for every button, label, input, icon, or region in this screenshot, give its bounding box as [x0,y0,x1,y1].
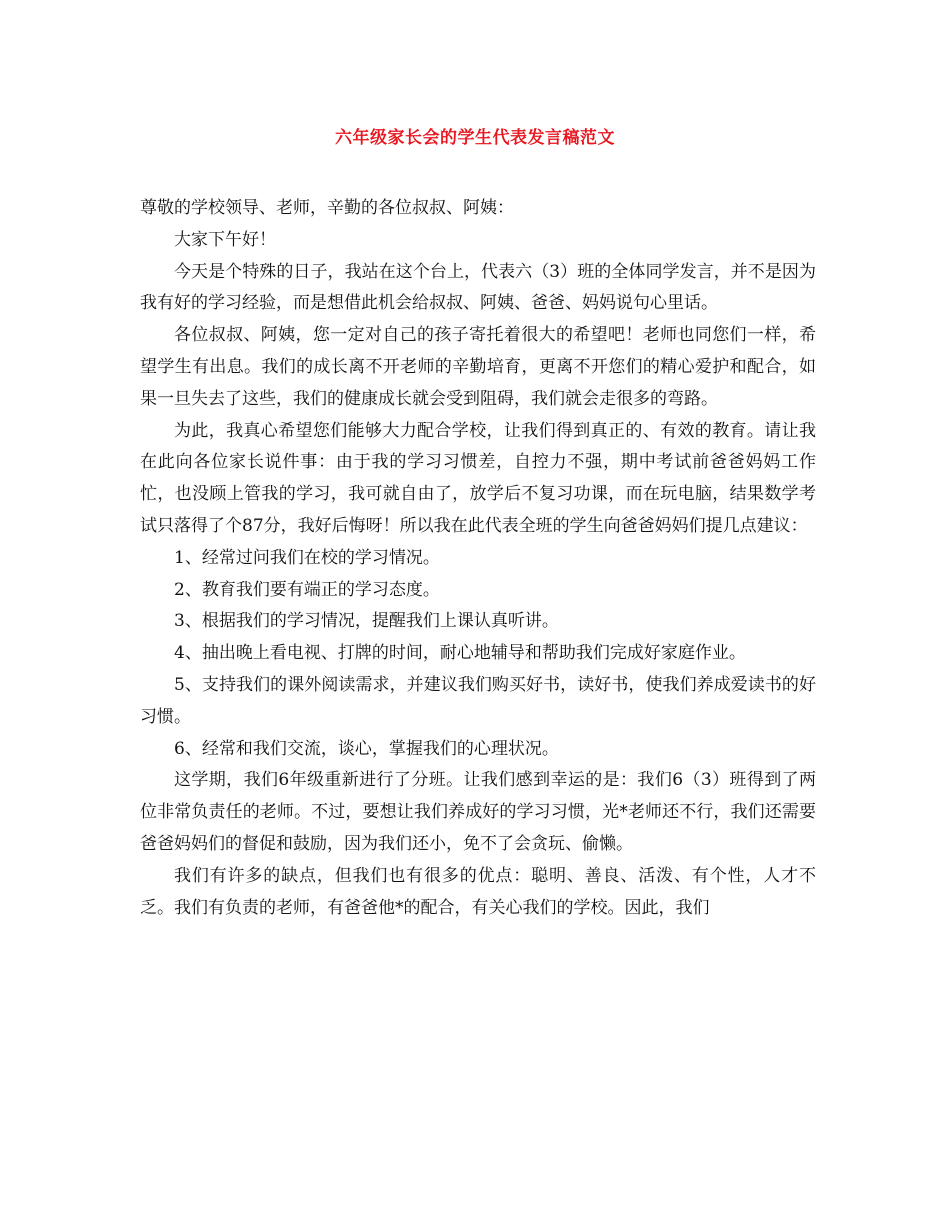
suggestion-item: 6、经常和我们交流，谈心，掌握我们的心理状况。 [174,738,559,759]
document-title: 六年级家长会的学生代表发言稿范文 [335,128,615,148]
greeting-paragraph: 大家下午好！ [174,229,276,250]
body-paragraph: 为此，我真心希望您们能够大力配合学校，让我们得到真正的、有效的教育。请让我在此向各位家长说件事：由于我的学习习惯差，自控力不强，期中考试前爸爸妈妈工作忙，也没顾上管我的学习，我可就自由了，放学后不复习功课，而在玩电脑，结果数学考试只落得了个87分，我好后悔呀！所以我在此代表全班的学生向爸爸妈妈们提几点建议： [140,420,816,536]
suggestion-item: 5、支持我们的课外阅读需求，并建议我们购买好书，读好书，使我们养成爱读书的好习惯。 [140,674,816,727]
suggestion-item: 3、根据我们的学习情况，提醒我们上课认真听讲。 [174,611,559,632]
document-body [140,193,816,924]
suggestion-item: 4、抽出晚上看电视、打牌的时间，耐心地辅导和帮助我们完成好家庭作业。 [174,643,746,664]
body-paragraph: 这学期，我们6年级重新进行了分班。让我们感到幸运的是：我们6（3）班得到了两位非常负责任的老师。不过，要想让我们养成好的学习习惯，光*老师还不行，我们还需要爸爸妈妈们的督促和鼓励，因为我们还小，免不了会贪玩、偷懒。 [140,770,816,854]
body-paragraph: 各位叔叔、阿姨，您一定对自己的孩子寄托着很大的希望吧！老师也同您们一样，希望学生有出息。我们的成长离不开老师的辛勤培育，更离不开您们的精心爱护和配合，如果一旦失去了这些，我们的健康成长就会受到阻碍，我们就会走很多的弯路。 [140,325,816,409]
body-paragraph: 今天是个特殊的日子，我站在这个台上，代表六（3）班的全体同学发言，并不是因为我有好的学习经验，而是想借此机会给叔叔、阿姨、爸爸、妈妈说句心里话。 [140,261,816,314]
body-paragraph: 我们有许多的缺点，但我们也有很多的优点：聪明、善良、活泼、有个性，人才不乏。我们有负责的老师，有爸爸他*的配合，有关心我们的学校。因此，我们 [140,865,816,918]
suggestion-item: 1、经常过问我们在校的学习情况。 [174,547,440,568]
suggestion-item: 2、教育我们要有端正的学习态度。 [174,579,440,600]
salutation-paragraph: 尊敬的学校领导、老师，辛勤的各位叔叔、阿姨： [140,198,514,218]
